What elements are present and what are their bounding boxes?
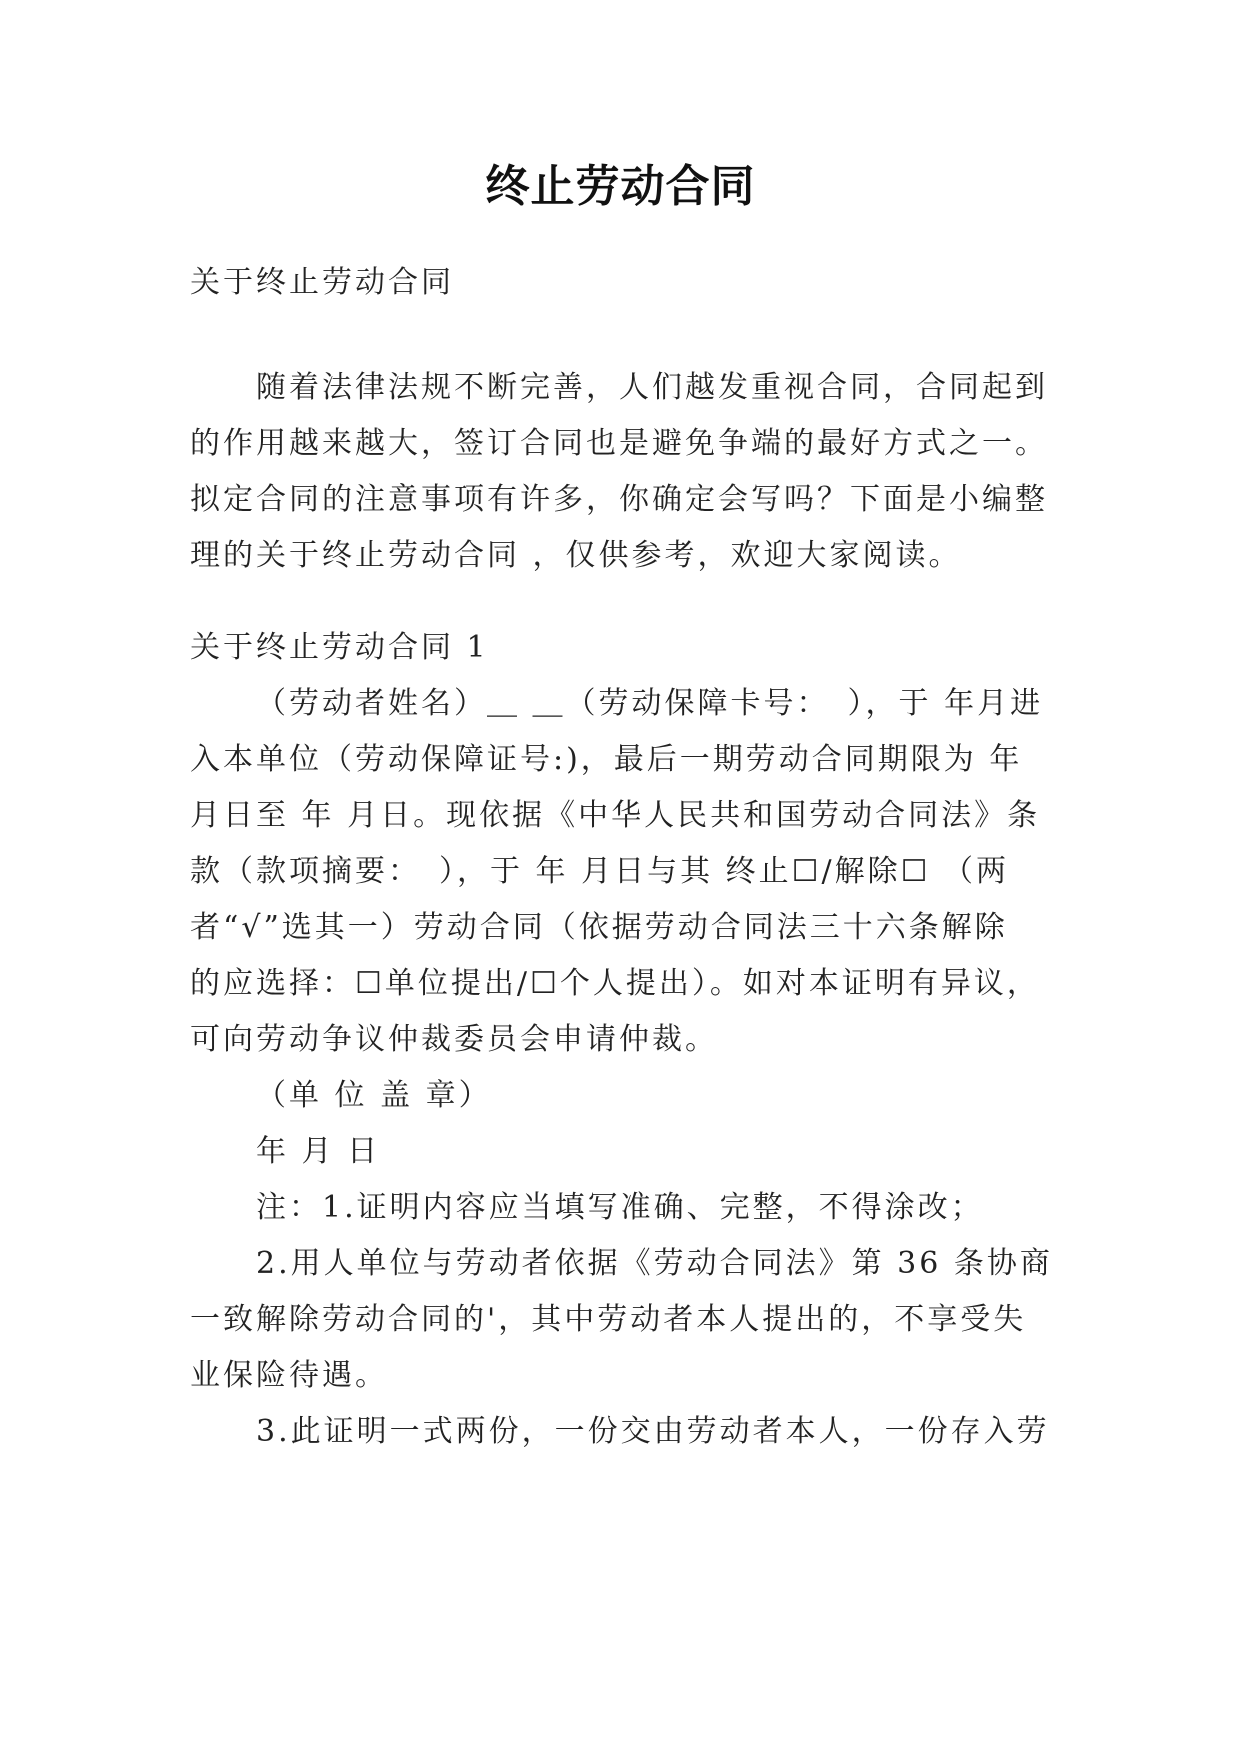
intro-paragraph [190,360,1070,584]
subheading [190,255,1070,311]
document-title: 终止劳动合同 [485,161,756,212]
note-line: 注：1.证明内容应当填写准确、完整，不得涂改； [256,1190,984,1225]
section-line: 月日至 年 月日。现依据《中华人民共和国劳动合同法》条 [190,798,1041,833]
seal-line: （单 位 盖 章） [256,1078,492,1113]
intro-line: 理的关于终止劳动合同 ，仅供参考，欢迎大家阅读。 [190,538,962,573]
section-1 [190,620,1070,1460]
section-line: 可向劳动争议仲裁委员会申请仲裁。 [190,1022,718,1057]
section-line: 者“√”选其一）劳动合同（依据劳动合同法三十六条解除 [190,910,1008,945]
section-heading: 关于终止劳动合同 1 [190,630,489,665]
note-3-line: 3.此证明一式两份，一份交由劳动者本人，一份存入劳 [256,1414,1050,1449]
section-line: 入本单位（劳动保障证号:)，最后一期劳动合同期限为 年 [190,742,1023,777]
intro-line: 拟定合同的注意事项有许多，你确定会写吗？下面是小编整 [190,482,1048,517]
intro-line: 随着法律法规不断完善，人们越发重视合同，合同起到 [256,370,1048,405]
section-line: （劳动者姓名）＿ ＿（劳动保障卡号： ），于 年月进 [256,686,1044,721]
note-2-line: 2.用人单位与劳动者依据《劳动合同法》第 36 条协商 [256,1246,1053,1281]
section-line: 款（款项摘要： ），于 年 月日与其 终止☐/解除☐ （两 [190,854,1010,889]
intro-line: 的作用越来越大，签订合同也是避免争端的最好方式之一。 [190,426,1048,461]
subheading-text: 关于终止劳动合同 [190,265,454,300]
date-line: 年 月 日 [256,1134,381,1169]
section-line: 的应选择：☐单位提出/☐个人提出）。如对本证明有异议， [190,966,1040,1001]
note-2-line: 业保险待遇。 [190,1358,388,1393]
note-2-line: 一致解除劳动合同的'，其中劳动者本人提出的，不享受失 [190,1302,1027,1337]
